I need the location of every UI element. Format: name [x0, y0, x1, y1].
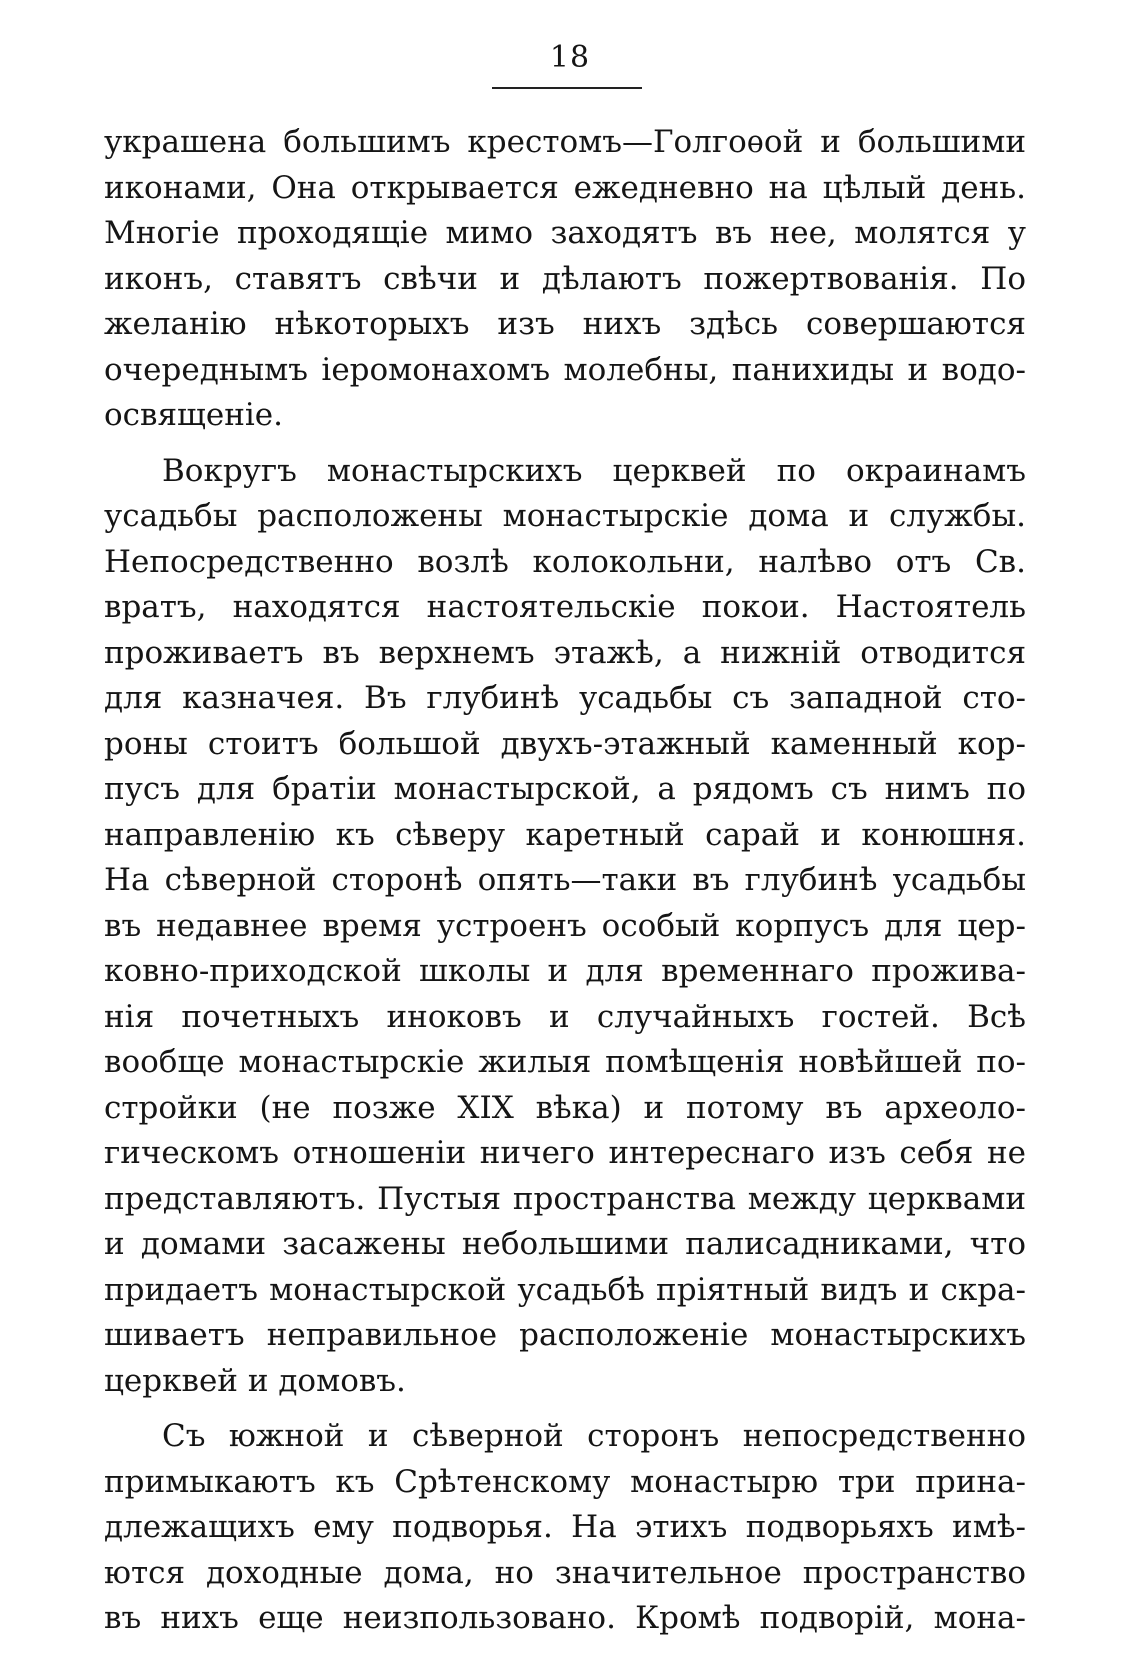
- text-line: украшена большимъ крестомъ—Голгоѳой и большими: [104, 124, 1026, 160]
- text-line: На сѣверной сторонѣ опять—таки въ глубинѣ усадьбы: [104, 862, 1026, 898]
- text-line: иконъ, ставятъ свѣчи и дѣлаютъ пожертвованiя. По: [104, 260, 1026, 297]
- text-line: усадьбы расположены монастырскiе дома и службы.: [104, 498, 1026, 534]
- text-line: проживаетъ въ верхнемъ этажѣ, а нижнiй отводится: [104, 634, 1026, 671]
- header-rule: [492, 87, 642, 89]
- page-number: 18: [549, 40, 591, 75]
- text-line: въ нихъ еще неизпользовано. Кромѣ подворiй, мона-: [104, 1600, 1026, 1636]
- text-line: ются доходные дома, но значительное пространство: [104, 1554, 1026, 1591]
- text-line: примыкаютъ къ Срѣтенскому монастырю три прина-: [104, 1463, 1026, 1500]
- text-line: Вокругъ монастырскихъ церквей по окраинамъ: [162, 452, 1026, 489]
- text-line: для казначея. Въ глубинѣ усадьбы съ западной сто-: [104, 680, 1026, 716]
- text-line: направленiю къ сѣверу каретный сарай и конюшня.: [104, 816, 1026, 853]
- paragraph: [104, 449, 1026, 1405]
- paragraph: [104, 120, 1026, 439]
- body-text: [104, 120, 1026, 1642]
- paragraph: [104, 1414, 1026, 1642]
- text-line: освященiе.: [104, 397, 283, 433]
- text-line: Непосредственно возлѣ колокольни, налѣво отъ Св.: [104, 543, 1026, 580]
- text-line: иконами, Она открывается ежедневно на цѣлый день.: [104, 169, 1026, 206]
- text-line: ковно-приходской школы и для временнаго прожива-: [104, 953, 1026, 989]
- text-line: придаетъ монастырской усадьбѣ прiятный видъ и скра-: [104, 1271, 1026, 1308]
- text-line: желанiю нѣкоторыхъ изъ нихъ здѣсь совершаются: [104, 306, 1026, 342]
- text-line: церквей и домовъ.: [104, 1362, 406, 1399]
- text-line: вообще монастырскiе жилыя помѣщенiя новѣйшей по-: [104, 1044, 1026, 1080]
- text-line: въ недавнее время устроенъ особый корпусъ для цер-: [104, 907, 1026, 944]
- text-line: гическомъ отношенiи ничего интереснаго изъ себя не: [104, 1135, 1026, 1171]
- text-line: шиваетъ неправильное расположенiе монастырскихъ: [104, 1317, 1026, 1353]
- text-line: длежащихъ ему подворья. На этихъ подворьяхъ имѣ-: [104, 1509, 1026, 1545]
- text-line: пусъ для братiи монастырской, а рядомъ съ нимъ по: [104, 771, 1026, 807]
- text-line: вратъ, находятся настоятельскiе покои. Настоятель: [104, 589, 1026, 625]
- text-line: очереднымъ iеромонахомъ молебны, панихиды и водо-: [104, 351, 1026, 388]
- text-line: Многiе проходящiе мимо заходятъ въ нее, молятся у: [104, 215, 1026, 251]
- text-line: нiя почетныхъ иноковъ и случайныхъ гостей. Всѣ: [104, 998, 1026, 1035]
- text-line: и домами засажены небольшими палисадниками, что: [104, 1226, 1026, 1262]
- text-line: роны стоитъ большой двухъ-этажный каменный кор-: [104, 725, 1026, 762]
- text-line: стройки (не позже XIX вѣка) и потому въ археоло-: [104, 1089, 1026, 1126]
- text-line: Съ южной и сѣверной сторонъ непосредственно: [162, 1418, 1026, 1454]
- text-line: представляютъ. Пустыя пространства между церквами: [104, 1180, 1026, 1217]
